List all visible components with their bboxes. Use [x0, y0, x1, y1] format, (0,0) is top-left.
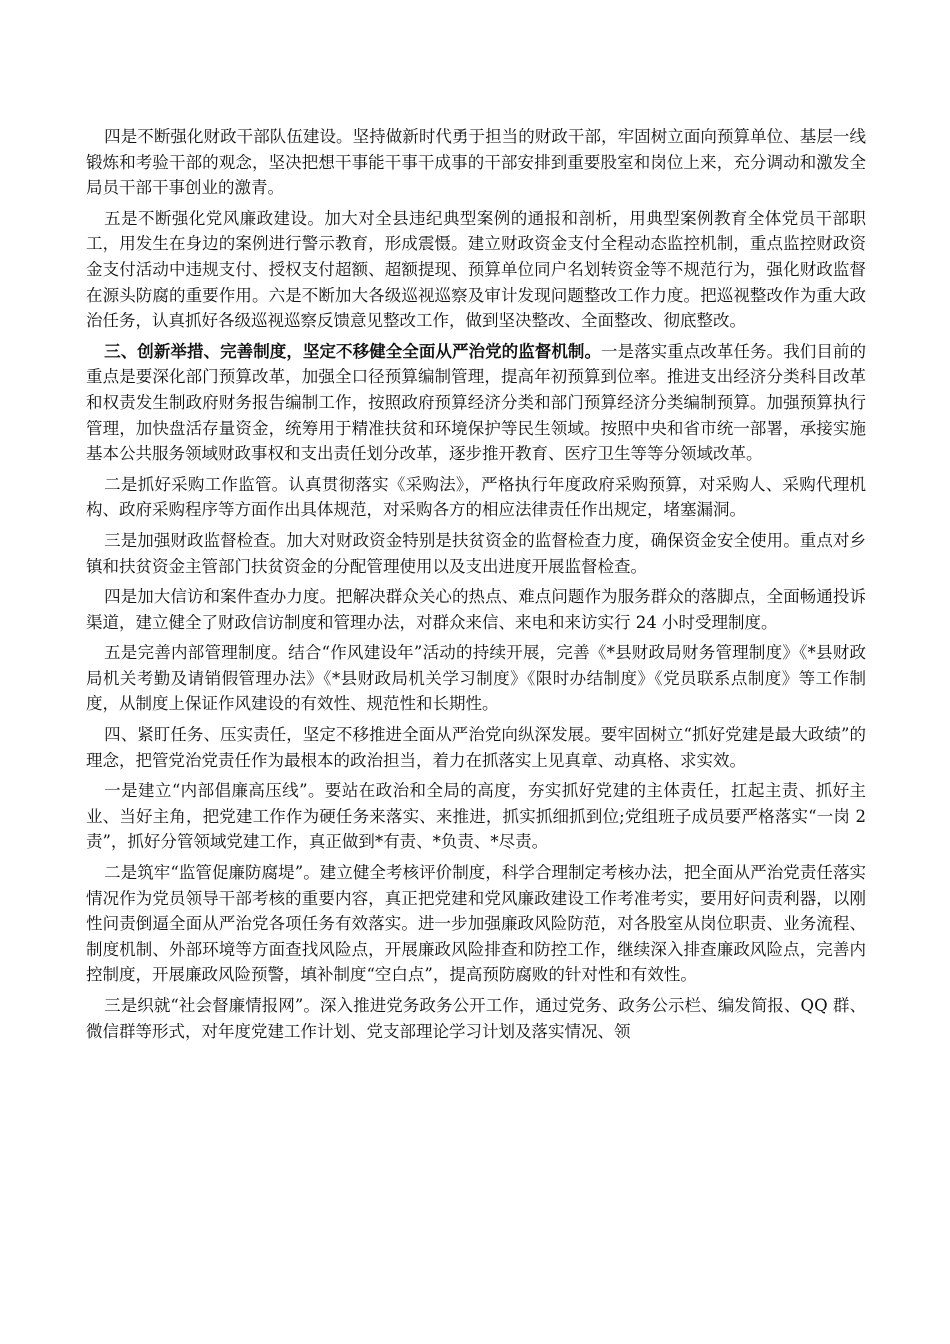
paragraph-section-four: [86, 722, 866, 773]
paragraph-text: 四是不断强化财政干部队伍建设。坚持做新时代勇于担当的财政干部，牢固树立面向预算单位、基层一线锻炼和考验干部的观念，坚决把想干事能干事干成事的干部安排到重要股室和岗位上来，充分调动和激发全局员干部干事创业的激青。: [86, 127, 866, 198]
section-heading: 三、创新举措、完善制度，坚定不移健全全面从严治党的监督机制。: [104, 341, 602, 361]
paragraph-text: 四是加大信访和案件查办力度。把解决群众关心的热点、难点问题作为服务群众的落脚点，全面畅通投诉渠道，建立健全了财政信访制度和管理办法，对群众来信、来电和来访实行 24 小时受理制度。: [86, 587, 866, 632]
paragraph-cadre-team: [86, 124, 866, 201]
paragraph-supervision-embankment: [86, 860, 866, 988]
paragraph-clean-governance: [86, 206, 866, 334]
paragraph-text: 一是落实重点改革任务。我们目前的重点是要深化部门预算改革，加强全口径预算编制管理，提高年初预算到位率。推进支出经济分类科目改革和权责发生制政府财务报告编制工作，按照政府预算经济分类和部门预算经济分类编制预算。加强预算执行管理，加快盘活存量资金，统筹用于精准扶贫和环境保护等民生领域。按照中央和省市统一部署，承接实施基本公共服务领域财政事权和支出责任划分改革，逐步推开教育、医疗卫生等等分领域改革。: [86, 341, 867, 464]
paragraph-section-three: [86, 339, 866, 467]
paragraph-procurement: [86, 472, 866, 523]
paragraph-text: 五是不断强化党风廉政建设。加大对全县违纪典型案例的通报和剖析，用典型案例教育全体党员干部职工，用发生在身边的案例进行警示教育，形成震慑。建立财政资金支付全程动态监控机制，重点监控财政资金支付活动中违规支付、授权支付超额、超额提现、预算单位同户名划转资金等不规范行为，强化财政监督在源头防腐的重要作用。六是不断加大各级巡视巡察及审计发现问题整改工作力度。把巡视整改作为重大政治任务，认真抓好各级巡视巡察反馈意见整改工作，做到坚决整改、全面整改、彻底整改。: [86, 208, 866, 331]
paragraph-petitions: [86, 584, 866, 635]
paragraph-internal-management: [86, 640, 866, 717]
paragraph-text: 四、紧盯任务、压实责任，坚定不移推进全面从严治党向纵深发展。要牢固树立“抓好党建是最大政绩”的理念，把管党治党责任作为最根本的政治担当，着力在抓落实上见真章、动真格、求实效。: [86, 725, 866, 770]
paragraph-text: 二是筑牢“监管促廉防腐堤”。建立健全考核评价制度，科学合理制定考核办法，把全面从严治党责任落实情况作为党员领导干部考核的重要内容，真正把党建和党风廉政建设工作考准考实，要用好问责利器，以刚性问责倒逼全面从严治党各项任务有效落实。进一步加强廉政风险防范，对各股室从岗位职责、业务流程、制度机制、外部环境等方面查找风险点，开展廉政风险排查和防控工作，继续深入排查廉政风险点，完善内控制度，开展廉政风险预警，填补制度“空白点”，提高预防腐败的针对性和有效性。: [86, 863, 866, 985]
paragraph-text: 一是建立“内部倡廉高压线”。要站在政治和全局的高度，夯实抓好党建的主体责任，扛起主责、抓好主业、当好主角，把党建工作作为硬任务来落实、来推进，抓实抓细抓到位;党组班子成员要严格落实“一岗 2 责”，抓好分管领域党建工作，真正做到*有责、*负责、*尽责。: [86, 781, 866, 852]
paragraph-text: 三是织就“社会督廉情报网”。深入推进党务政务公开工作，通过党务、政务公示栏、编发简报、QQ 群、微信群等形式，对年度党建工作计划、党支部理论学习计划及落实情况、领: [86, 996, 866, 1041]
paragraph-social-network: [86, 993, 866, 1044]
paragraph-text: 二是抓好采购工作监管。认真贯彻落实《采购法》，严格执行年度政府采购预算，对采购人、采购代理机构、政府采购程序等方面作出具体规范，对采购各方的相应法律责任作出规定，堵塞漏洞。: [86, 474, 866, 520]
paragraph-text: 三是加强财政监督检查。加大对财政资金特别是扶贫资金的监督检查力度，确保资金安全使用。重点对乡镇和扶贫资金主管部门扶贫资金的分配管理使用以及支出进度开展监督检查。: [86, 530, 866, 576]
document-page: [86, 124, 866, 1049]
paragraph-high-voltage-line: [86, 778, 866, 855]
paragraph-supervision: [86, 528, 866, 579]
paragraph-text: 五是完善内部管理制度。结合“作风建设年”活动的持续开展，完善《*县财政局财务管理制度》《*县财政局机关考勤及请销假管理办法》《*县财政局机关学习制度》《限时办结制度》《党员联系点制度》等工作制度，从制度上保证作风建设的有效性、规范性和长期性。: [86, 643, 866, 714]
